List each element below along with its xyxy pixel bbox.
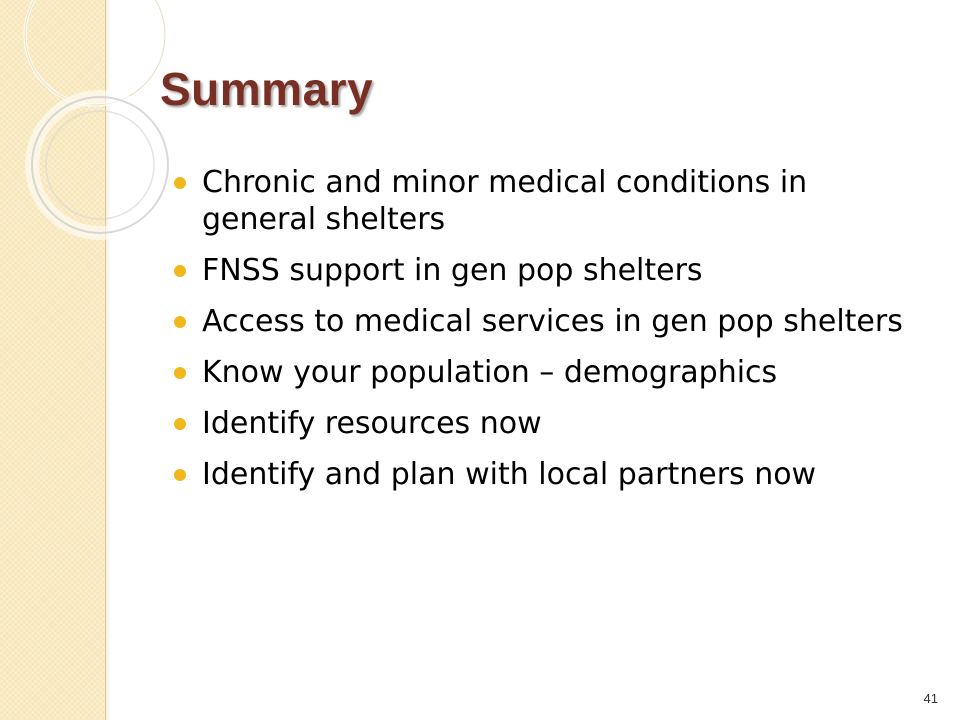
bullet-text: Identify resources now — [202, 406, 542, 441]
list-item — [174, 354, 914, 391]
list-item — [174, 252, 914, 289]
list-item — [174, 303, 914, 340]
slide-title: Summary — [160, 63, 374, 115]
page-number: 41 — [923, 691, 938, 706]
bullet-text: FNSS support in gen pop shelters — [202, 253, 703, 288]
bullet-icon — [174, 367, 186, 379]
list-item — [174, 456, 914, 493]
list-item — [174, 164, 914, 238]
bullet-text: Chronic and minor medical conditions in general shelters — [202, 165, 808, 237]
bullet-text: Know your population – demographics — [202, 355, 778, 390]
bullet-icon — [174, 469, 186, 481]
bullet-icon — [174, 265, 186, 277]
bullet-text: Identify and plan with local partners now — [202, 457, 817, 492]
bullet-text: Access to medical services in gen pop shelters — [202, 304, 903, 339]
bullet-icon — [174, 177, 186, 189]
bullet-list — [174, 164, 914, 507]
list-item — [174, 405, 914, 442]
bullet-icon — [174, 316, 186, 328]
decorative-circles-icon — [0, 0, 200, 260]
bullet-icon — [174, 418, 186, 430]
